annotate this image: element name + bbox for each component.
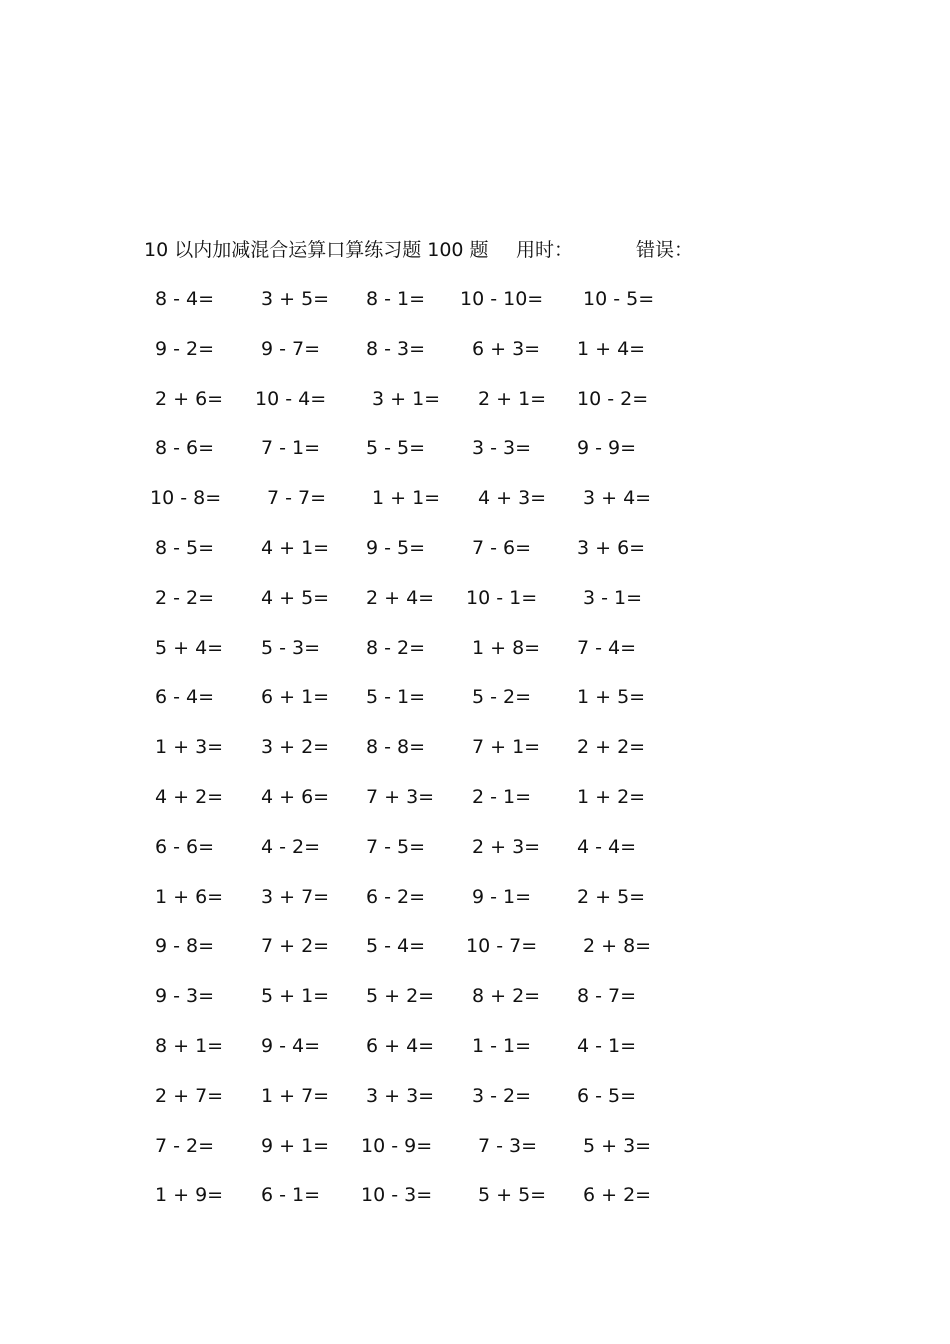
arithmetic-problem: 4 + 1= [261, 536, 330, 559]
arithmetic-problem: 8 - 4= [155, 288, 215, 310]
arithmetic-problem: 1 + 5= [577, 686, 646, 709]
arithmetic-problem: 3 + 7= [261, 885, 330, 908]
time-used-label: 用时： [516, 239, 574, 261]
arithmetic-problem: 5 + 4= [155, 636, 224, 659]
arithmetic-problem: 10 - 2= [577, 387, 649, 410]
arithmetic-problem: 3 + 1= [372, 387, 441, 410]
arithmetic-problem: 9 - 1= [472, 885, 532, 908]
arithmetic-problem: 3 + 2= [261, 736, 330, 759]
arithmetic-problem: 7 - 5= [366, 835, 426, 858]
problem-row [0, 981, 950, 1031]
problem-row [0, 782, 950, 832]
arithmetic-problem: 2 - 1= [472, 785, 532, 808]
arithmetic-problem: 5 + 2= [366, 985, 435, 1008]
arithmetic-problem: 8 + 1= [155, 1034, 224, 1057]
arithmetic-problem: 2 + 3= [472, 835, 541, 858]
problem-row [0, 1131, 950, 1181]
arithmetic-problem: 1 + 4= [577, 337, 646, 360]
arithmetic-problem: 7 - 1= [261, 437, 321, 460]
arithmetic-problem: 9 - 8= [155, 935, 215, 958]
arithmetic-problem: 1 + 3= [155, 736, 224, 759]
arithmetic-problem: 10 - 7= [466, 935, 538, 958]
arithmetic-problem: 3 - 2= [472, 1084, 532, 1107]
arithmetic-problem: 1 + 2= [577, 785, 646, 808]
arithmetic-problem: 10 - 1= [466, 586, 538, 609]
arithmetic-problem: 9 - 4= [261, 1034, 321, 1057]
problem-row [0, 384, 950, 434]
arithmetic-problem: 1 + 1= [372, 487, 441, 510]
arithmetic-problem: 3 + 5= [261, 288, 330, 310]
problem-row [0, 633, 950, 683]
arithmetic-problem: 6 - 6= [155, 835, 215, 858]
arithmetic-problem: 10 - 9= [361, 1134, 433, 1157]
problem-row [0, 882, 950, 932]
arithmetic-problem: 8 - 5= [155, 536, 215, 559]
arithmetic-problem: 4 + 3= [478, 487, 547, 510]
arithmetic-problem: 6 + 2= [583, 1184, 652, 1207]
arithmetic-problem: 6 - 5= [577, 1084, 637, 1107]
arithmetic-problem: 9 + 1= [261, 1134, 330, 1157]
arithmetic-problem: 8 - 7= [577, 985, 637, 1008]
arithmetic-problem: 10 - 10= [460, 288, 544, 310]
arithmetic-problem: 2 + 7= [155, 1084, 224, 1107]
arithmetic-problem: 1 + 8= [472, 636, 541, 659]
arithmetic-problem: 5 - 3= [261, 636, 321, 659]
problem-row [0, 334, 950, 384]
arithmetic-problem: 7 - 2= [155, 1134, 215, 1157]
problem-row [0, 533, 950, 583]
arithmetic-problem: 3 - 1= [583, 586, 643, 609]
arithmetic-problem: 2 + 5= [577, 885, 646, 908]
worksheet-header [0, 236, 950, 264]
arithmetic-problem: 1 + 9= [155, 1184, 224, 1207]
arithmetic-problem: 4 + 5= [261, 586, 330, 609]
arithmetic-problem: 1 - 1= [472, 1034, 532, 1057]
arithmetic-problem: 3 + 6= [577, 536, 646, 559]
arithmetic-problem: 10 - 4= [255, 387, 327, 410]
arithmetic-problem: 2 + 2= [577, 736, 646, 759]
worksheet-title: 10 以内加减混合运算口算练习题 100 题 [144, 239, 489, 261]
arithmetic-problem: 8 + 2= [472, 985, 541, 1008]
arithmetic-problem: 1 + 6= [155, 885, 224, 908]
arithmetic-problem: 7 + 3= [366, 785, 435, 808]
arithmetic-problem: 5 - 5= [366, 437, 426, 460]
arithmetic-problem: 7 - 6= [472, 536, 532, 559]
arithmetic-problem: 2 - 2= [155, 586, 215, 609]
arithmetic-problem: 1 + 7= [261, 1084, 330, 1107]
arithmetic-problem: 9 - 3= [155, 985, 215, 1008]
arithmetic-problem: 2 + 4= [366, 586, 435, 609]
arithmetic-problem: 6 + 1= [261, 686, 330, 709]
arithmetic-problem: 9 - 7= [261, 337, 321, 360]
arithmetic-problem: 7 - 7= [267, 487, 327, 510]
problem-row [0, 583, 950, 633]
arithmetic-problem: 7 - 3= [478, 1134, 538, 1157]
problem-row [0, 732, 950, 782]
arithmetic-problem: 9 - 2= [155, 337, 215, 360]
arithmetic-problem: 6 + 4= [366, 1034, 435, 1057]
arithmetic-problem: 10 - 5= [583, 288, 655, 310]
arithmetic-problem: 2 + 8= [583, 935, 652, 958]
error-count-label: 错误： [636, 239, 694, 261]
problem-grid [0, 284, 950, 1230]
problem-row [0, 433, 950, 483]
problem-row [0, 1180, 950, 1230]
arithmetic-problem: 5 - 2= [472, 686, 532, 709]
arithmetic-problem: 5 + 5= [478, 1184, 547, 1207]
arithmetic-problem: 5 - 4= [366, 935, 426, 958]
arithmetic-problem: 10 - 8= [150, 487, 222, 510]
arithmetic-problem: 3 + 4= [583, 487, 652, 510]
problem-row [0, 483, 950, 533]
arithmetic-problem: 4 - 4= [577, 835, 637, 858]
arithmetic-problem: 2 + 6= [155, 387, 224, 410]
arithmetic-problem: 6 - 4= [155, 686, 215, 709]
arithmetic-problem: 8 - 6= [155, 437, 215, 460]
arithmetic-problem: 4 - 1= [577, 1034, 637, 1057]
arithmetic-problem: 6 - 2= [366, 885, 426, 908]
arithmetic-problem: 4 + 6= [261, 785, 330, 808]
arithmetic-problem: 3 - 3= [472, 437, 532, 460]
arithmetic-problem: 2 + 1= [478, 387, 547, 410]
arithmetic-problem: 6 + 3= [472, 337, 541, 360]
arithmetic-problem: 7 - 4= [577, 636, 637, 659]
problem-row [0, 682, 950, 732]
arithmetic-problem: 5 + 3= [583, 1134, 652, 1157]
arithmetic-problem: 10 - 3= [361, 1184, 433, 1207]
arithmetic-problem: 8 - 2= [366, 636, 426, 659]
arithmetic-problem: 7 + 2= [261, 935, 330, 958]
arithmetic-problem: 8 - 8= [366, 736, 426, 759]
problem-row [0, 284, 950, 334]
problem-row [0, 832, 950, 882]
problem-row [0, 931, 950, 981]
arithmetic-problem: 7 + 1= [472, 736, 541, 759]
arithmetic-problem: 4 + 2= [155, 785, 224, 808]
arithmetic-problem: 8 - 1= [366, 288, 426, 310]
arithmetic-problem: 3 + 3= [366, 1084, 435, 1107]
arithmetic-problem: 5 - 1= [366, 686, 426, 709]
arithmetic-problem: 5 + 1= [261, 985, 330, 1008]
arithmetic-problem: 4 - 2= [261, 835, 321, 858]
problem-row [0, 1081, 950, 1131]
arithmetic-problem: 9 - 9= [577, 437, 637, 460]
problem-row [0, 1031, 950, 1081]
arithmetic-problem: 8 - 3= [366, 337, 426, 360]
arithmetic-problem: 9 - 5= [366, 536, 426, 559]
arithmetic-problem: 6 - 1= [261, 1184, 321, 1207]
